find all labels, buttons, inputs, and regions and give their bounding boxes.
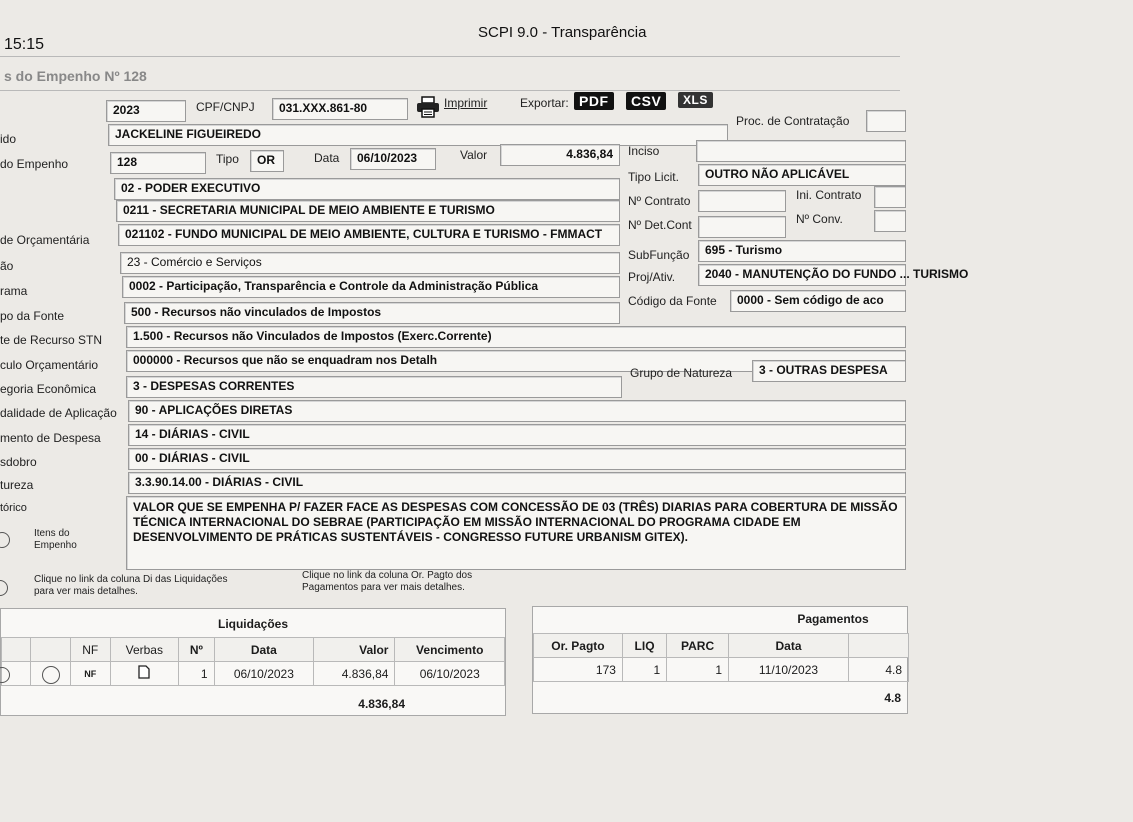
poder-field[interactable]: 02 - PODER EXECUTIVO [114,178,620,200]
column-header: LIQ [622,634,666,658]
circle-icon [0,580,8,596]
page-title: s do Empenho Nº 128 [4,68,147,84]
n-conv-label: Nº Conv. [796,212,843,226]
inciso-label: Inciso [628,144,660,158]
column-header: Data [214,638,314,662]
divider [0,56,900,57]
pagamentos-note: Clique no link da coluna Or. Pagto dos Pagamentos para ver mais detalhes. [302,570,473,593]
subfuncao-label: SubFunção [628,248,690,262]
column-header: NF [71,638,111,662]
desdobro-field[interactable]: 00 - DIÁRIAS - CIVIL [128,448,906,470]
funcao-label: ão [0,259,14,273]
pagamentos-total: 4.8 [884,691,901,705]
categoria-label: egoria Econômica [0,382,97,396]
codigo-fonte-field[interactable]: 0000 - Sem código de aco [730,290,906,312]
ini-contrato-field[interactable] [874,186,906,208]
valor-field[interactable]: 4.836,84 [500,144,620,166]
modalidade-field[interactable]: 90 - APLICAÇÕES DIRETAS [128,400,906,422]
num-empenho-label: do Empenho [0,157,69,171]
data-field[interactable]: 06/10/2023 [350,148,436,170]
circle-icon[interactable] [0,667,10,683]
n-contrato-field[interactable] [698,190,786,212]
cpf-field[interactable]: 031.XXX.861-80 [272,98,408,120]
programa-label: rama [0,284,28,298]
elemento-label: mento de Despesa [0,431,101,445]
fonte-stn-label: te de Recurso STN [0,333,103,347]
inciso-field[interactable] [696,140,906,162]
itens-empenho-link[interactable]: Itens do Empenho [34,528,77,551]
column-header: Nº [179,638,215,662]
grupo-natureza-field[interactable]: 3 - OUTRAS DESPESA [752,360,906,382]
table-cell [31,662,71,686]
proj-ativ-label: Proj/Ativ. [628,270,676,284]
historico-label: tórico [0,502,27,514]
column-header: Data [729,634,849,658]
export-label: Exportar: [520,96,569,110]
ini-contrato-label: Ini. Contrato [796,188,862,202]
natureza-label: tureza [0,478,34,492]
liquidacoes-note: Clique no link da coluna Di das Liquidações para ver mais detalhes. [34,574,228,597]
grupo-natureza-label: Grupo de Natureza [630,366,733,380]
column-header: PARC [667,634,729,658]
column-header: Or. Pagto [534,634,623,658]
column-header: Vencimento [395,638,505,662]
unid-orc-label: de Orçamentária [0,233,90,247]
pagamentos-panel [532,606,908,714]
window-title: SCPI 9.0 - Transparência [478,24,647,41]
column-header [849,634,909,658]
funcao-field[interactable]: 23 - Comércio e Serviços [120,252,620,274]
n-det-cont-field[interactable] [698,216,786,238]
export-xls-button[interactable]: XLS [678,92,713,108]
table-cell: 1 [667,658,729,682]
n-conv-field[interactable] [874,210,906,232]
proc-contratacao-label: Proc. de Contratação [736,114,850,128]
table-cell: 4.836,84 [314,662,395,686]
orgao-field[interactable]: 0211 - SECRETARIA MUNICIPAL DE MEIO AMBIENTE E TURISMO [116,200,620,222]
data-label: Data [314,151,340,165]
pagamentos-table [533,633,909,682]
tipo-licit-label: Tipo Licit. [628,170,679,184]
proc-contratacao-field[interactable] [866,110,906,132]
table-cell: 1 [179,662,215,686]
table-cell: 06/10/2023 [214,662,314,686]
tipo-field[interactable]: OR [250,150,284,172]
nf-link[interactable]: NF [71,662,111,686]
liquidacoes-title: Liquidações [217,617,288,631]
details-icon[interactable] [42,666,60,684]
column-header: Valor [314,638,395,662]
n-det-cont-label: Nº Det.Cont [628,218,692,232]
tipo-label: Tipo [216,152,239,166]
or-pagto-link[interactable]: 173 [534,658,623,682]
print-link[interactable]: Imprimir [444,96,488,110]
printer-icon[interactable] [416,96,440,118]
document-icon[interactable] [138,668,150,682]
column-header [2,638,31,662]
year-field[interactable]: 2023 [106,100,186,122]
clock-time: 15:15 [4,36,45,53]
cpf-label: CPF/CNPJ [196,100,255,114]
natureza-field[interactable]: 3.3.90.14.00 - DIÁRIAS - CIVIL [128,472,906,494]
table-row [2,662,505,686]
liquidacoes-table [1,637,505,686]
table-cell [110,662,179,686]
modalidade-label: dalidade de Aplicação [0,406,117,420]
n-contrato-label: Nº Contrato [628,194,691,208]
table-cell: 06/10/2023 [395,662,505,686]
unid-orc-field[interactable]: 021102 - FUNDO MUNICIPAL DE MEIO AMBIENTE, CULTURA E TURISMO - FMMACT [118,224,620,246]
liquidacoes-total: 4.836,84 [358,697,405,711]
liquidacoes-panel [0,608,506,716]
fonte-label: po da Fonte [0,309,65,323]
column-header: Verbas [110,638,179,662]
categoria-field[interactable]: 3 - DESPESAS CORRENTES [126,376,622,398]
table-cell: 4.8 [849,658,909,682]
credor-label: ido [0,132,17,146]
fonte-field[interactable]: 500 - Recursos não vinculados de Impostos [124,302,620,324]
proj-ativ-field[interactable]: 2040 - MANUTENÇÃO DO FUNDO ... TURISMO [698,264,906,286]
num-empenho-field[interactable]: 128 [110,152,206,174]
historico-field[interactable]: VALOR QUE SE EMPENHA P/ FAZER FACE AS DESPESAS COM CONCESSÃO DE 03 (TRÊS) DIARIAS PARA COBERTURA DE MISSÃO TÉCNICA INTERNACIONAL DO SEBRAE (PARTICIPAÇÃO EM MISSÃO INTERNACIONAL DO PROGRAMA CIDADE EM DESENVOLVIMENTO DE PRÁTICAS SUSTENTÁVEIS - CONGRESSO FUTURE URBANISM GITEX). [126,496,906,570]
credor-field[interactable]: JACKELINE FIGUEIREDO [108,124,728,146]
vinculo-field[interactable]: 000000 - Recursos que não se enquadram nos Detalh [126,350,906,372]
export-csv-button[interactable]: CSV [626,92,666,110]
divider [0,90,900,91]
codigo-fonte-label: Código da Fonte [628,294,717,308]
table-cell [2,662,31,686]
subfuncao-field[interactable]: 695 - Turismo [698,240,906,262]
table-cell: 11/10/2023 [729,658,849,682]
vinculo-label: culo Orçamentário [0,358,99,372]
programa-field[interactable]: 0002 - Participação, Transparência e Controle da Administração Pública [122,276,620,298]
valor-label: Valor [460,148,488,162]
tipo-licit-field[interactable]: OUTRO NÃO APLICÁVEL [698,164,906,186]
table-cell: 1 [622,658,666,682]
circle-icon[interactable] [0,532,10,548]
fonte-stn-field[interactable]: 1.500 - Recursos não Vinculados de Impostos (Exerc.Corrente) [126,326,906,348]
column-header [31,638,71,662]
pagamentos-title: Pagamentos [797,612,869,626]
export-pdf-button[interactable]: PDF [574,92,614,110]
table-row [534,658,909,682]
elemento-field[interactable]: 14 - DIÁRIAS - CIVIL [128,424,906,446]
desdobro-label: sdobro [0,455,37,469]
